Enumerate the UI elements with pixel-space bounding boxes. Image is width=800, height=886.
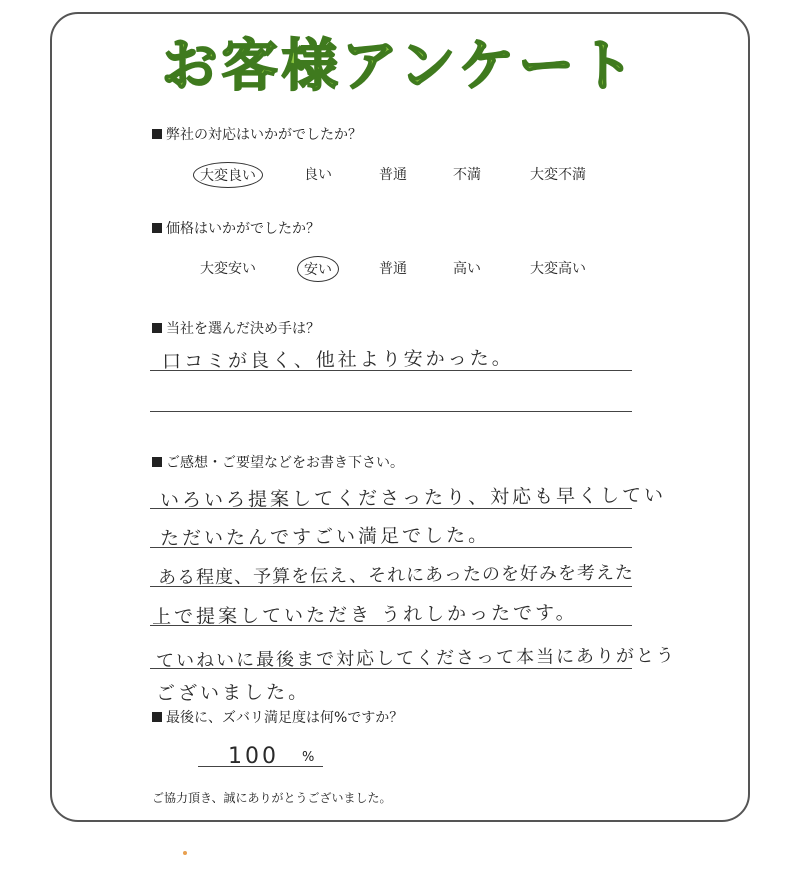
satisfaction-unit: %: [302, 750, 315, 765]
answer-rule: [150, 411, 632, 412]
comment-line-3: ある程度、予算を伝え、それにあったのを好みを考えた: [157, 562, 635, 589]
comment-line-2: ただいたんですごい満足でした。: [159, 524, 491, 550]
question-service-label: 弊社の対応はいかがでしたか？: [166, 127, 362, 143]
service-option-3[interactable]: 普通: [379, 167, 407, 183]
square-bullet-icon: [152, 712, 162, 722]
reason-answer-line-1: 口コミが良く、他社より安かった。: [161, 347, 514, 373]
question-reason-label: 当社を選んだ決め手は？: [166, 321, 320, 337]
answer-rule: [150, 586, 632, 587]
satisfaction-value: 100: [228, 744, 279, 769]
thanks-footer: ご協力頂き、誠にありがとうございました。: [152, 791, 392, 805]
comment-line-5: ていねいに最後まで対応してくださって本当にありがとう: [155, 645, 677, 672]
answer-rule: [150, 370, 632, 371]
square-bullet-icon: [152, 223, 162, 233]
price-option-3[interactable]: 普通: [379, 261, 407, 277]
square-bullet-icon: [152, 457, 162, 467]
comment-line-4: 上で提案していただき うれしかったです。: [151, 601, 578, 629]
answer-rule: [150, 668, 632, 669]
answer-rule: [150, 508, 632, 509]
answer-rule: [150, 625, 632, 626]
comment-line-6: ございました。: [155, 681, 311, 705]
square-bullet-icon: [152, 323, 162, 333]
question-service: [152, 124, 362, 144]
satisfaction-rule: [198, 766, 323, 767]
survey-title: お客様アンケート: [161, 34, 639, 99]
question-price-label: 価格はいかがでしたか？: [166, 221, 320, 237]
price-option-2[interactable]: 安い: [297, 256, 339, 282]
comment-line-1: いろいろ提案してくださったり、対応も早くしてい: [159, 484, 667, 512]
question-reason: [152, 318, 320, 338]
price-option-4[interactable]: 高い: [453, 261, 481, 277]
question-comments-label: ご感想・ご要望などをお書き下さい。: [166, 455, 404, 471]
price-option-5[interactable]: 大変高い: [530, 261, 586, 277]
question-satisfaction: [152, 707, 403, 727]
question-satisfaction-label: 最後に、ズバリ満足度は何%ですか？: [166, 710, 404, 726]
stray-mark: [183, 851, 187, 855]
question-price: [152, 218, 320, 238]
answer-rule: [150, 547, 632, 548]
price-option-1[interactable]: 大変安い: [200, 261, 256, 277]
square-bullet-icon: [152, 129, 162, 139]
service-option-1[interactable]: 大変良い: [193, 162, 263, 188]
service-option-2[interactable]: 良い: [304, 167, 332, 183]
service-option-5[interactable]: 大変不満: [530, 167, 586, 183]
question-comments: [152, 452, 404, 472]
service-option-4[interactable]: 不満: [453, 167, 481, 183]
